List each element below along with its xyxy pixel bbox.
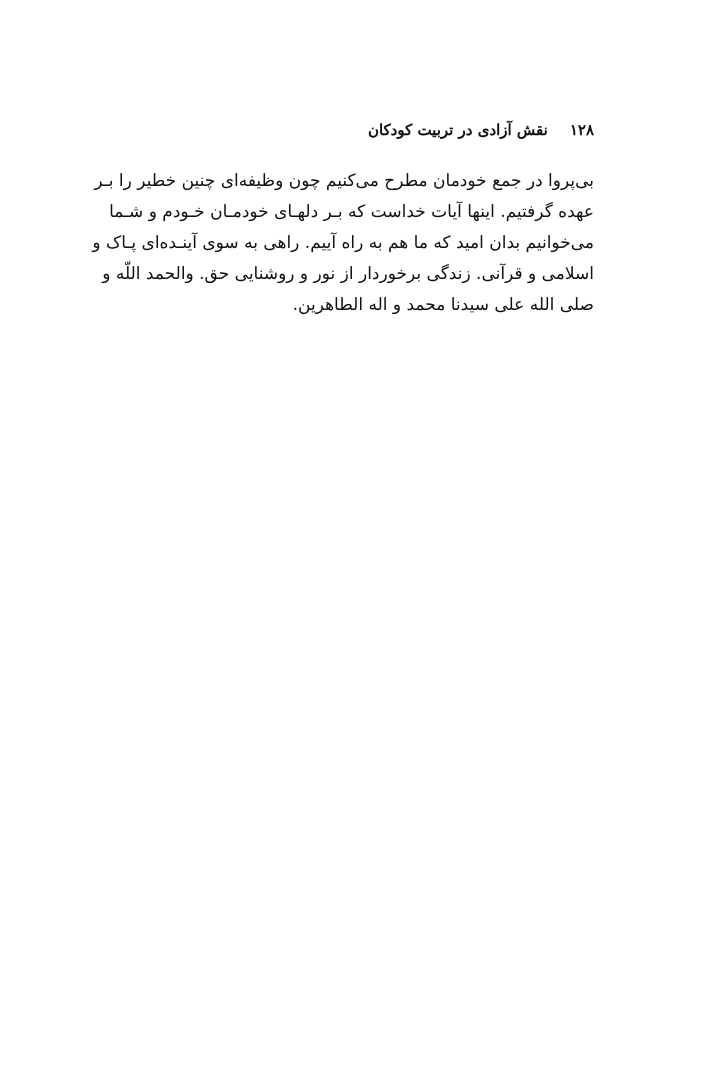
page-number: ۱۲۸ — [569, 121, 594, 139]
paragraph-line-1: بی‌پروا در جمع خودمان مطرح می‌کنیم چون وظیفه‌ای چنین خطیر را بـر — [94, 171, 594, 191]
paragraph-line-5: صلی الله علی سیدنا محمد و اله الطاهرین. — [292, 295, 594, 315]
paragraph-line-3: می‌خوانیم بدان امید که ما هم به راه آییم. راهی به سوی آینـده‌ای پـاک و — [92, 233, 594, 253]
chapter-title: نقش آزادی در تربیت کودکان — [367, 121, 548, 139]
running-header — [114, 118, 594, 142]
paragraph-line-2: عهده گرفتیم. اینها آیات خداست که بـر دلهـای خودمـان خـودم و شـما — [109, 202, 594, 222]
body-paragraph — [92, 166, 594, 321]
paragraph-line-4: اسلامی و قرآنی. زندگی برخوردار از نور و روشنایی حق. والحمد اللّه و — [102, 264, 594, 284]
